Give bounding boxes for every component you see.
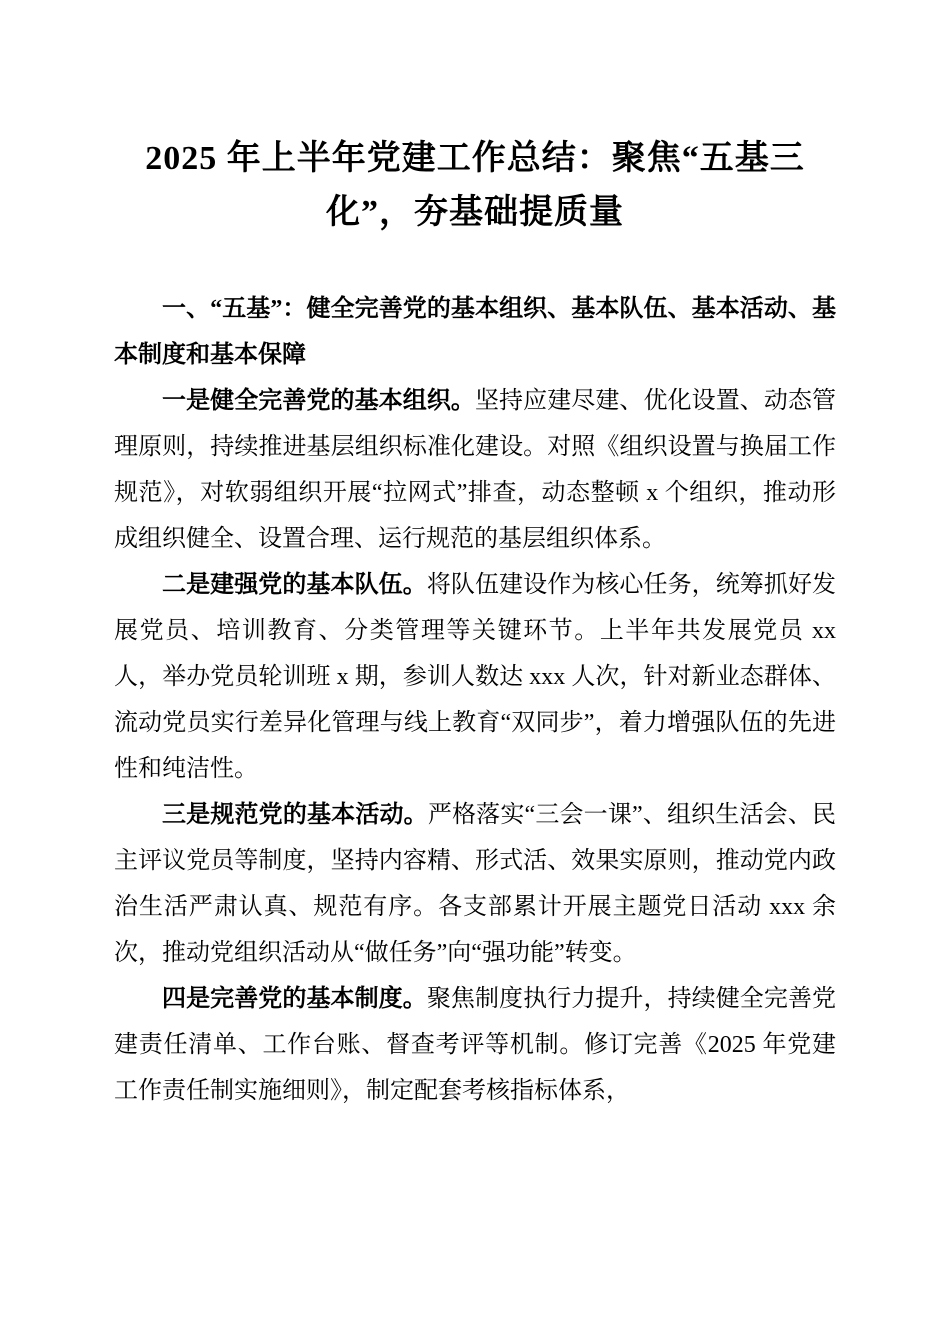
section-heading: 一、“五基”：健全完善党的基本组织、基本队伍、基本活动、基本制度和基本保障 xyxy=(114,296,836,368)
paragraph-3 xyxy=(114,792,836,976)
paragraph-1-lead: 一是健全完善党的基本组织。 xyxy=(162,388,475,414)
paragraph-4-lead: 四是完善党的基本制度。 xyxy=(162,986,427,1012)
paragraph-4 xyxy=(114,976,836,1114)
paragraph-1 xyxy=(114,378,836,562)
paragraph-2-lead: 二是建强党的基本队伍。 xyxy=(162,572,427,598)
document-body xyxy=(114,286,836,1114)
paragraph-2-text: 将队伍建设作为核心任务，统筹抓好发展党员、培训教育、分类管理等关键环节。上半年共发展党员 xx 人，举办党员轮训班 x 期，参训人数达 xxx 人次，针对新业态群体、流动党员实行差异化管理与线上教育“双同步”，着力增强队伍的先进性和纯洁性。 xyxy=(114,572,837,782)
document-title: 2025 年上半年党建工作总结：聚焦“五基三化”，夯基础提质量 xyxy=(145,140,805,231)
paragraph-1-text: 坚持应建尽建、优化设置、动态管理原则，持续推进基层组织标准化建设。对照《组织设置与换届工作规范》，对软弱组织开展“拉网式”排查，动态整顿 x 个组织，推动形成组织健全、设置合理、运行规范的基层组织体系。 xyxy=(114,388,837,552)
paragraph-3-lead: 三是规范党的基本活动。 xyxy=(162,802,428,828)
paragraph-2 xyxy=(114,562,836,792)
paragraph-3-text: 严格落实“三会一课”、组织生活会、民主评议党员等制度，坚持内容精、形式活、效果实原则，推动党内政治生活严肃认真、规范有序。各支部累计开展主题党日活动 xxx 余次，推动党组织活动从“做任务”向“强功能”转变。 xyxy=(114,802,836,966)
paragraph-4-text: 聚焦制度执行力提升，持续健全完善党建责任清单、工作台账、督查考评等机制。修订完善《2025 年党建工作责任制实施细则》，制定配套考核指标体系， xyxy=(114,986,837,1104)
